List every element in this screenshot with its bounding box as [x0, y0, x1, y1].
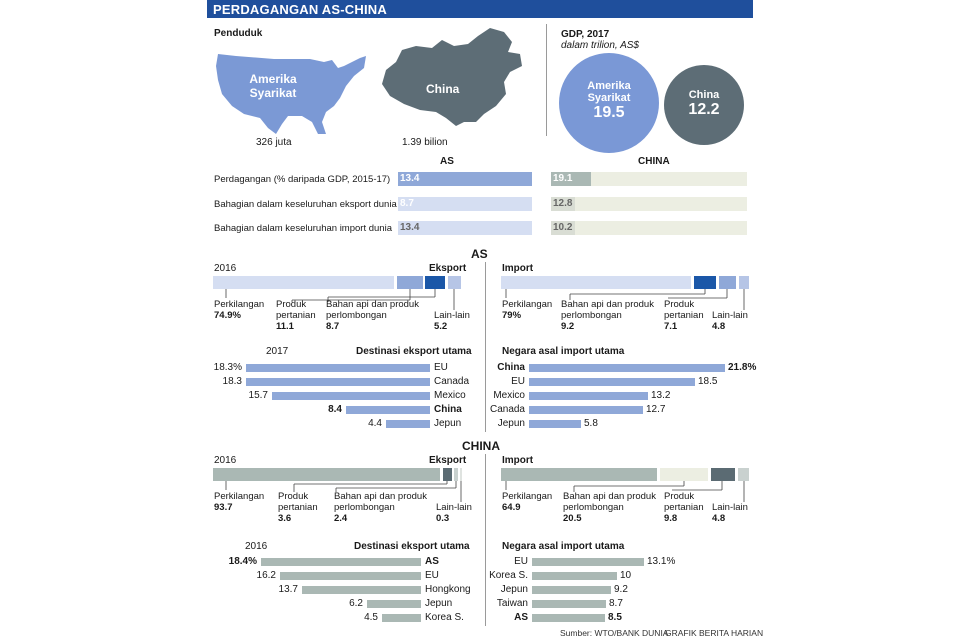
chart-value-label: 8.7 [609, 598, 623, 609]
chart-category-label: EU [434, 362, 448, 373]
comparison-row-label: Bahagian dalam keseluruhan eksport dunia [214, 199, 397, 210]
china-import-part [712, 502, 748, 524]
chart-value-label: 10 [620, 570, 632, 581]
china-export-title: Eksport [429, 455, 467, 466]
gdp-us-name-line1: Amerika [587, 80, 631, 92]
chart-value-label: 13.1% [647, 556, 676, 567]
china-year: 2016 [214, 455, 237, 466]
chart-value-label: 16.2 [256, 570, 276, 581]
chart-category-label: Taiwan [496, 598, 528, 609]
chart-value-label: 13.7 [278, 584, 298, 595]
chart-bar [367, 600, 421, 608]
china-dest-year: 2016 [245, 541, 268, 552]
chart-value-label: 5.8 [584, 418, 598, 429]
chart-value-label: 12.7 [646, 404, 666, 415]
comparison-row-label: Bahagian dalam keseluruhan import dunia [214, 223, 392, 234]
footer-credit: GRAFIK BERITA HARIAN [665, 628, 764, 638]
china-export-part-name: Produk [278, 491, 309, 502]
page-title: PERDAGANGAN AS-CHINA [213, 2, 387, 17]
us-export-part-name: Produk [276, 299, 307, 310]
china-import-part [502, 491, 552, 513]
us-section-heading: AS [471, 247, 488, 261]
comparison-col-us: AS [440, 156, 454, 167]
chart-value-label: 8.5 [608, 612, 622, 623]
comparison-row-label: Perdagangan (% daripada GDP, 2015-17) [214, 174, 391, 185]
us-import-part-name: Lain-lain [712, 310, 748, 321]
china-import-part-value: 9.8 [664, 513, 678, 524]
us-dest-year: 2017 [266, 346, 289, 357]
chart-category-label: Canada [489, 404, 525, 415]
population-us-name-line1: Amerika [249, 72, 297, 86]
chart-value-label: 6.2 [349, 598, 363, 609]
comparison-china-value: 10.2 [553, 222, 573, 233]
chart-value-label: 4.4 [368, 418, 382, 429]
us-import-part-name: Produk [664, 299, 695, 310]
china-export-part-name-2: pertanian [278, 502, 318, 513]
china-import-part-name: Perkilangan [502, 491, 553, 502]
us-export-title: Eksport [429, 263, 467, 274]
chart-category-label: AS [425, 556, 439, 567]
gdp-subtitle: dalam trilion, AS$ [561, 40, 639, 51]
chart-category-label: Canada [434, 376, 470, 387]
chart-bar [532, 600, 606, 608]
china-import-part-name: Bahan api dan produk [563, 491, 656, 502]
comparison-col-china: CHINA [638, 156, 670, 167]
china-import-part-name: Lain-lain [712, 502, 748, 513]
us-import-part-name-2: perlombongan [561, 310, 622, 321]
china-export-part-value: 93.7 [214, 502, 233, 513]
us-export-part-name-2: perlombongan [326, 310, 387, 321]
us-export-part-name: Lain-lain [434, 310, 470, 321]
population-china-name: China [426, 82, 460, 96]
chart-value-label: 9.2 [614, 584, 628, 595]
china-import-part-value: 4.8 [712, 513, 726, 524]
comparison-us-value: 13.4 [400, 173, 420, 184]
china-dest-title: Destinasi eksport utama [354, 541, 470, 552]
chart-category-label: Hongkong [425, 584, 471, 595]
us-export-part-name: Perkilangan [214, 299, 265, 310]
us-export-part-value: 5.2 [434, 321, 448, 332]
chart-bar [382, 614, 421, 622]
us-export-part-value: 11.1 [276, 321, 294, 332]
chart-value-label: 4.5 [364, 612, 378, 623]
china-export-part-name-2: perlombongan [334, 502, 395, 513]
chart-value-label: 13.2 [651, 390, 671, 401]
china-import-part-name-2: perlombongan [563, 502, 624, 513]
us-import-part-value: 7.1 [664, 321, 678, 332]
us-year: 2016 [214, 263, 237, 274]
us-import-part-name-2: pertanian [664, 310, 704, 321]
chart-category-label: EU [511, 376, 525, 387]
china-import-part [664, 491, 704, 524]
chart-value-label: 15.7 [248, 390, 268, 401]
chart-value-label: 18.3 [222, 376, 242, 387]
chart-category-label: Jepun [434, 418, 462, 429]
china-import-part-name-2: pertanian [664, 502, 704, 513]
us-import-part-name: Bahan api dan produk [561, 299, 654, 310]
chart-bar [302, 586, 421, 594]
chart-bar [532, 558, 644, 566]
china-import-part-name: Produk [664, 491, 695, 502]
comparison-china-value: 19.1 [553, 173, 573, 184]
chart-value-label: 18.5 [698, 376, 718, 387]
us-export-part-name: Bahan api dan produk [326, 299, 419, 310]
gdp-us-name-line2: Syarikat [587, 92, 631, 104]
china-export-part-name: Perkilangan [214, 491, 265, 502]
china-import-part [563, 491, 656, 524]
us-dest-title: Destinasi eksport utama [356, 346, 472, 357]
chart-category-label: Mexico [493, 390, 525, 401]
us-import-part-value: 4.8 [712, 321, 726, 332]
chart-bar [532, 586, 611, 594]
chart-value-label: 18.3% [213, 362, 242, 373]
china-import-title: Import [502, 455, 534, 466]
chart-bar [532, 614, 605, 622]
us-import-title: Import [502, 263, 534, 274]
population-label: Penduduk [214, 28, 263, 39]
population-us-value: 326 juta [256, 137, 292, 148]
china-import-part-value: 64.9 [502, 502, 521, 513]
chart-category-label: AS [514, 612, 528, 623]
chart-category-label: Korea S. [425, 612, 464, 623]
gdp-us-value: 19.5 [593, 104, 625, 121]
us-import-part-name: Perkilangan [502, 299, 553, 310]
us-import-part-value: 9.2 [561, 321, 575, 332]
china-export-part [334, 491, 427, 524]
comparison-us-value: 8.7 [400, 198, 414, 209]
gdp-china-value: 12.2 [688, 101, 720, 118]
comparison-china-value: 12.8 [553, 198, 573, 209]
chart-category-label: Jepun [500, 584, 528, 595]
china-export-part-name: Bahan api dan produk [334, 491, 427, 502]
chart-category-label: China [434, 404, 462, 415]
us-export-part-value: 8.7 [326, 321, 340, 332]
chart-value-label: 18.4% [228, 556, 257, 567]
china-export-part-name: Lain-lain [436, 502, 472, 513]
us-export-part-value: 74.9% [214, 310, 241, 321]
china-import-part-value: 20.5 [563, 513, 582, 524]
population-us-name-line2: Syarikat [249, 86, 297, 100]
footer-source: Sumber: WTO/BANK DUNIA [560, 628, 669, 638]
china-origin-title: Negara asal import utama [502, 541, 625, 552]
gdp-china-name: China [688, 89, 720, 101]
china-export-part [214, 491, 264, 513]
chart-category-label: China [497, 362, 525, 373]
china-section-heading: CHINA [462, 439, 500, 453]
chart-value-label: 21.8% [728, 362, 757, 373]
chart-category-label: Jepun [425, 598, 453, 609]
us-origin-title: Negara asal import utama [502, 346, 625, 357]
chart-bar [532, 572, 617, 580]
chart-category-label: Jepun [497, 418, 525, 429]
comparison-us-value: 13.4 [400, 222, 420, 233]
china-export-part-value: 3.6 [278, 513, 292, 524]
chart-category-label: EU [514, 556, 528, 567]
chart-category-label: Korea S. [489, 570, 528, 581]
population-china-value: 1.39 bilion [402, 137, 448, 148]
china-export-part-value: 0.3 [436, 513, 450, 524]
chart-bar [280, 572, 421, 580]
china-export-part-value: 2.4 [334, 513, 348, 524]
us-import-part-value: 79% [502, 310, 522, 321]
chart-bar [261, 558, 421, 566]
chart-category-label: EU [425, 570, 439, 581]
chart-value-label: 8.4 [328, 404, 342, 415]
us-export-part-name-2: pertanian [276, 310, 316, 321]
china-export-part [436, 502, 472, 524]
gdp-title: GDP, 2017 [561, 29, 610, 40]
china-export-part [278, 491, 318, 524]
chart-category-label: Mexico [434, 390, 466, 401]
